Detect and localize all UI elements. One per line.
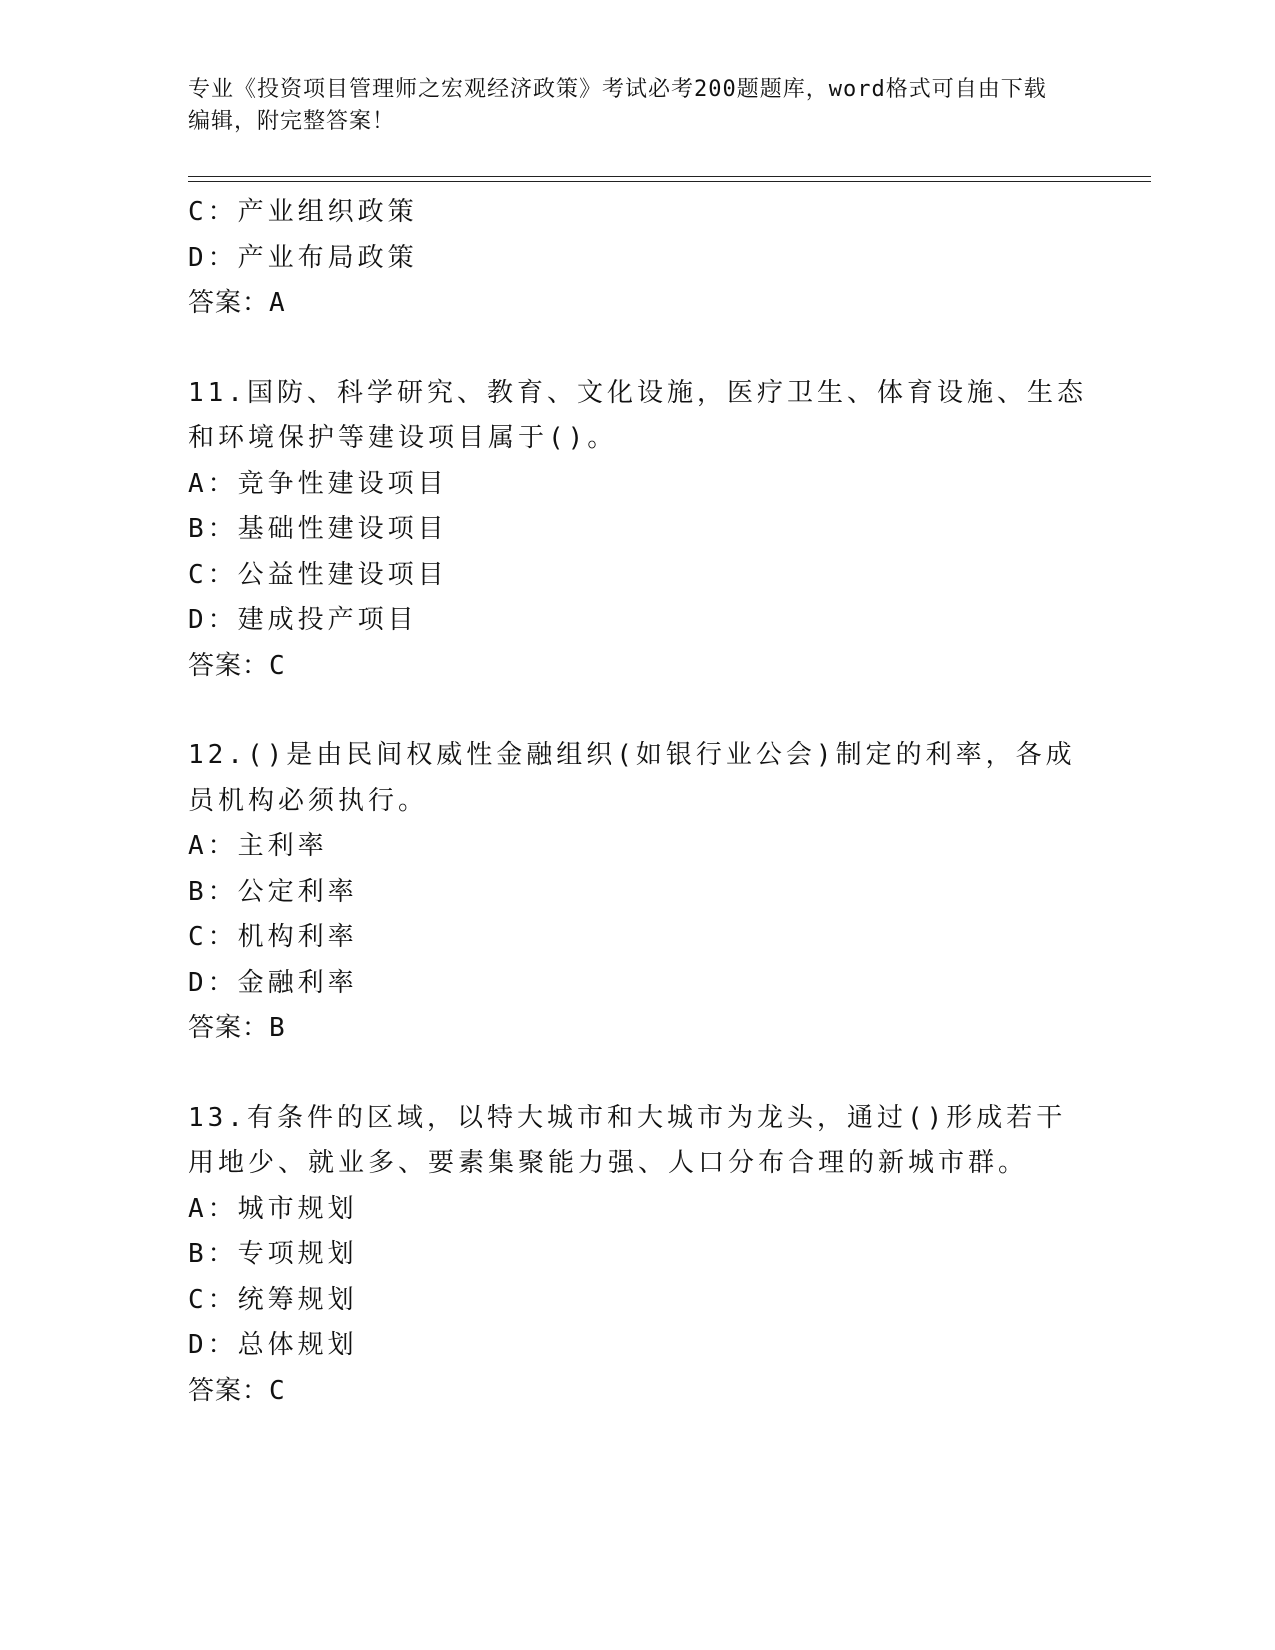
option-b: B：专项规划	[188, 1239, 358, 1269]
option-b: B：基础性建设项目	[188, 514, 448, 544]
option-b: B：公定利率	[188, 876, 358, 907]
option-a: A：城市规划	[188, 1193, 358, 1224]
page-header: 专业《投资项目管理师之宏观经济政策》考试必考200题题库，word格式可自由下载编辑，附完整答案！	[188, 77, 1047, 134]
question-text: 11.国防、科学研究、教育、文化设施，医疗卫生、体育设施、生态和环境保护等建设项目属于()。	[188, 377, 1087, 453]
option-d: D：建成投产项目	[188, 605, 418, 635]
spacer	[188, 1052, 1088, 1096]
option-d: D：产业布局政策	[188, 242, 418, 273]
option-a: A：主利率	[188, 831, 328, 861]
option-c: C：机构利率	[188, 922, 358, 952]
option-c: C：产业组织政策	[188, 197, 418, 227]
header-rule-top	[188, 176, 1151, 177]
option-c: C：公益性建设项目	[188, 559, 448, 590]
option-d: D：总体规划	[188, 1330, 358, 1360]
question-text: 13.有条件的区域，以特大城市和大城市为龙头，通过()形成若干用地少、就业多、要素集聚能力强、人口分布合理的新城市群。	[188, 1102, 1067, 1178]
spacer	[188, 327, 1088, 371]
answer: 答案：C	[188, 1375, 286, 1406]
header-rule-bottom	[188, 181, 1151, 182]
question-13	[188, 1096, 1088, 1415]
spacer	[188, 689, 1088, 733]
question-12	[188, 733, 1088, 1052]
answer: 答案：B	[188, 1013, 286, 1043]
question-list	[188, 190, 1088, 1414]
option-d: D：金融利率	[188, 967, 358, 998]
question-carryover	[188, 190, 1088, 327]
answer: 答案：C	[188, 650, 286, 681]
answer: 答案：A	[188, 288, 286, 318]
question-11	[188, 371, 1088, 690]
option-c: C：统筹规划	[188, 1284, 358, 1315]
question-text: 12.()是由民间权威性金融组织(如银行业公会)制定的利率，各成员机构必须执行。	[188, 740, 1076, 816]
option-a: A：竞争性建设项目	[188, 468, 448, 499]
